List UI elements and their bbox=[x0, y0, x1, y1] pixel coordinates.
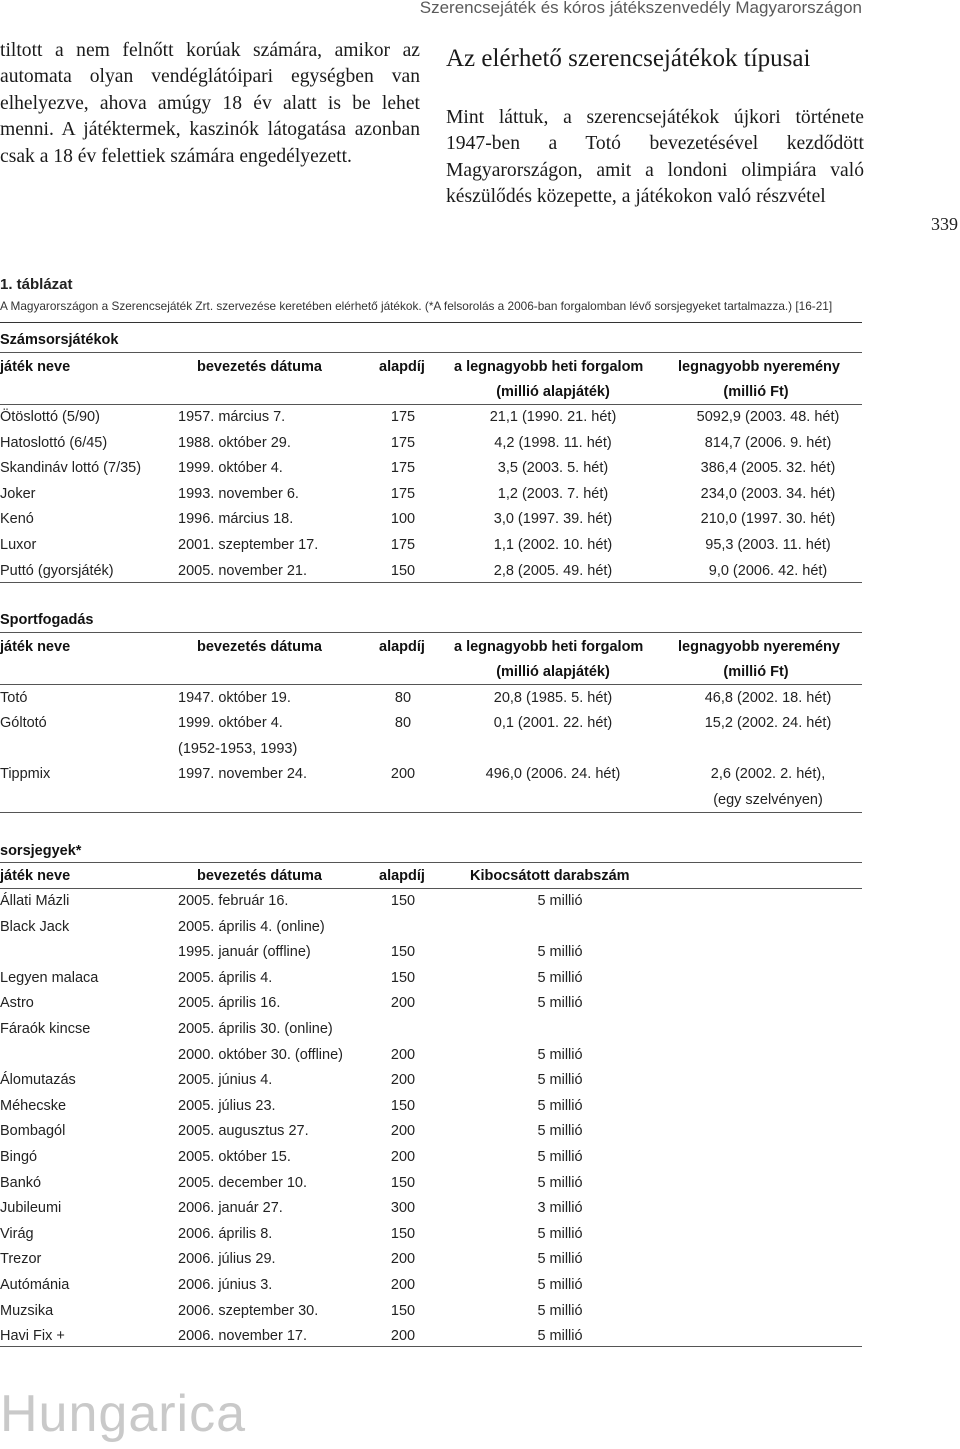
intro-date: 1988. október 29. bbox=[178, 434, 291, 451]
scratch-title-rule bbox=[0, 862, 862, 863]
issued-count: 5 millió bbox=[537, 1149, 583, 1165]
base-fee: 300 bbox=[390, 1200, 416, 1217]
table-row bbox=[0, 1121, 862, 1146]
scratch-section-title: sorsjegyek* bbox=[0, 843, 82, 859]
header-issued: Kibocsátott darabszám bbox=[470, 868, 630, 884]
scratch-header-rule bbox=[0, 888, 862, 889]
header-prize: legnagyobb nyeremény bbox=[678, 359, 840, 375]
game-name: Álomutazás bbox=[0, 1072, 76, 1089]
table-row bbox=[0, 993, 862, 1018]
intro-date: 2006. június 3. bbox=[178, 1277, 273, 1293]
header-prize: legnagyobb nyeremény bbox=[678, 639, 840, 655]
intro-date: 2006. április 8. bbox=[178, 1225, 273, 1242]
intro-date: 1999. október 4. bbox=[178, 715, 283, 731]
max-weekly-turnover: 20,8 (1985. 5. hét) bbox=[493, 690, 613, 706]
max-prize: 2,6 (2002. 2. hét), bbox=[710, 766, 826, 782]
max-weekly-turnover: 1,1 (2002. 10. hét) bbox=[493, 537, 613, 553]
base-fee: 150 bbox=[390, 1097, 416, 1114]
game-name: Puttó (gyorsjáték) bbox=[0, 562, 114, 579]
base-fee: 200 bbox=[390, 1251, 416, 1268]
table-row bbox=[0, 1249, 862, 1274]
max-weekly-turnover: 3,5 (2003. 5. hét) bbox=[497, 460, 609, 477]
max-prize: 814,7 (2006. 9. hét) bbox=[704, 434, 832, 451]
section-title: Az elérhető szerencsejátékok típusai bbox=[446, 45, 811, 72]
right-column bbox=[446, 38, 864, 211]
game-name: Muzsika bbox=[0, 1302, 54, 1319]
header-date: bevezetés dátuma bbox=[197, 868, 322, 884]
table-row bbox=[0, 1224, 862, 1249]
game-name: Black Jack bbox=[0, 918, 70, 935]
header-fee: alapdíj bbox=[379, 359, 425, 375]
game-name: Bingó bbox=[0, 1149, 38, 1165]
issued-count: 5 millió bbox=[537, 1072, 583, 1089]
issued-count: 5 millió bbox=[537, 969, 583, 986]
intro-date: 2005. április 16. bbox=[178, 995, 281, 1012]
issued-count: 5 millió bbox=[537, 1328, 583, 1345]
issued-count: 5 millió bbox=[537, 1046, 583, 1063]
base-fee: 150 bbox=[390, 944, 416, 961]
left-column-text: tiltott a nem felnőtt korúak számára, amikor az automata olyan vendéglátóipari egységben van elhelyezve, ahova amúgy 18 év alatt is be lehet menni. A játéktermek, kaszinók látogatása azonban csak a 18 év felettiek számára engedélyezett. bbox=[0, 40, 420, 167]
max-weekly-turnover: 21,1 (1990. 21. hét) bbox=[489, 409, 617, 425]
intro-date: 1997. november 24. bbox=[178, 766, 307, 782]
max-prize: 9,0 (2006. 42. hét) bbox=[708, 562, 828, 579]
header-name: játék neve bbox=[0, 359, 71, 375]
max-prize: 46,8 (2002. 18. hét) bbox=[704, 690, 832, 706]
header-prize-unit: (millió Ft) bbox=[723, 384, 789, 400]
intro-date: 1995. január (offline) bbox=[178, 944, 311, 961]
max-weekly-turnover: 496,0 (2006. 24. hét) bbox=[485, 766, 621, 782]
intro-date: 1947. október 19. bbox=[178, 690, 291, 706]
scratch-bottom-rule bbox=[0, 1346, 862, 1347]
sport-header-rule bbox=[0, 684, 862, 685]
intro-date: 2005. október 15. bbox=[178, 1149, 291, 1165]
table-row bbox=[0, 688, 862, 713]
game-name: Kenó bbox=[0, 511, 34, 528]
right-column-text: Mint láttuk, a szerencsejátékok újkori története 1947-ben a Totó bevezetésével kezdődött Magyarországon, amit a londoni olimpiára való készülődés közepette, a játékokon való részvétel bbox=[446, 107, 864, 208]
game-name: Virág bbox=[0, 1225, 34, 1242]
game-name: Trezor bbox=[0, 1251, 42, 1268]
base-fee: 150 bbox=[390, 969, 416, 986]
table-row bbox=[0, 1045, 862, 1070]
intro-date: 2005. április 4. (online) bbox=[178, 918, 325, 935]
table-row bbox=[0, 1173, 862, 1198]
issued-count: 5 millió bbox=[537, 944, 583, 961]
intro-date: 1996. március 18. bbox=[178, 511, 294, 528]
max-weekly-turnover: 1,2 (2003. 7. hét) bbox=[497, 485, 609, 502]
max-weekly-turnover: 2,8 (2005. 49. hét) bbox=[493, 562, 613, 579]
game-name: Tippmix bbox=[0, 766, 51, 782]
table-row bbox=[0, 1096, 862, 1121]
base-fee: 200 bbox=[390, 1072, 416, 1089]
base-fee: 175 bbox=[390, 485, 416, 502]
max-weekly-turnover: 3,0 (1997. 39. hét) bbox=[493, 511, 613, 528]
max-prize-note: (egy szelvényen) bbox=[713, 791, 823, 808]
table-row bbox=[0, 1326, 862, 1351]
game-name: Méhecske bbox=[0, 1097, 67, 1114]
table-row bbox=[0, 1275, 862, 1300]
intro-date: 2006. július 29. bbox=[178, 1251, 276, 1268]
table-row bbox=[0, 509, 862, 534]
table-caption: A Magyarországon a Szerencsejáték Zrt. szervezése keretében elérhető játékok. (*A felsorolás a 2006-ban forgalomban lévő sorsjegyeket tartalmazza.) [16-21] bbox=[0, 299, 833, 313]
table-row bbox=[0, 739, 862, 764]
issued-count: 5 millió bbox=[537, 893, 583, 909]
page-number: 339 bbox=[931, 214, 958, 234]
game-name: Skandináv lottó (7/35) bbox=[0, 460, 142, 477]
max-prize: 15,2 (2002. 24. hét) bbox=[704, 715, 832, 731]
base-fee: 150 bbox=[390, 1302, 416, 1319]
table-top-rule bbox=[0, 322, 862, 323]
table-row bbox=[0, 942, 862, 967]
lotto-section-title: Számsorsjátékok bbox=[0, 332, 119, 348]
game-name: Havi Fix + bbox=[0, 1328, 65, 1345]
sport-title-rule bbox=[0, 632, 862, 633]
lotto-header-row bbox=[0, 357, 862, 382]
header-name: játék neve bbox=[0, 868, 71, 884]
max-prize: 210,0 (1997. 30. hét) bbox=[700, 511, 836, 528]
table-row bbox=[0, 764, 862, 789]
table-title: 1. táblázat bbox=[0, 276, 73, 293]
game-name: Legyen malaca bbox=[0, 969, 99, 986]
header-prize-unit: (millió Ft) bbox=[723, 664, 789, 680]
game-name: Jubileumi bbox=[0, 1200, 62, 1217]
base-fee: 175 bbox=[390, 434, 416, 451]
base-fee: 200 bbox=[390, 1149, 416, 1165]
intro-date: 2006. november 17. bbox=[178, 1328, 307, 1345]
intro-date: 1999. október 4. bbox=[178, 460, 283, 477]
max-prize: 5092,9 (2003. 48. hét) bbox=[696, 409, 840, 425]
header-turnover: a legnagyobb heti forgalom bbox=[454, 359, 644, 375]
sport-bottom-rule bbox=[0, 812, 862, 813]
table-row bbox=[0, 790, 862, 815]
base-fee: 150 bbox=[390, 893, 416, 909]
intro-date: 2005. augusztus 27. bbox=[178, 1123, 309, 1140]
header-date: bevezetés dátuma bbox=[197, 639, 322, 655]
intro-date: 2001. szeptember 17. bbox=[178, 537, 319, 553]
intro-date: 2006. január 27. bbox=[178, 1200, 283, 1217]
header-turnover-unit: (millió alapjáték) bbox=[496, 384, 610, 400]
header-turnover: a legnagyobb heti forgalom bbox=[454, 639, 644, 655]
header-fee: alapdíj bbox=[379, 868, 425, 884]
intro-date: 2006. szeptember 30. bbox=[178, 1302, 319, 1319]
base-fee: 80 bbox=[394, 690, 412, 706]
base-fee: 200 bbox=[390, 1328, 416, 1345]
game-name: Ötöslottó (5/90) bbox=[0, 409, 100, 425]
issued-count: 5 millió bbox=[537, 1123, 583, 1140]
hungarica-watermark: Hungarica bbox=[0, 1385, 247, 1443]
intro-date: 2005. július 23. bbox=[178, 1097, 276, 1114]
intro-date: 1993. november 6. bbox=[178, 485, 299, 502]
base-fee: 175 bbox=[390, 537, 416, 553]
base-fee: 200 bbox=[390, 1123, 416, 1140]
header-date: bevezetés dátuma bbox=[197, 359, 322, 375]
intro-date: 2005. április 30. (online) bbox=[178, 1021, 333, 1037]
issued-count: 5 millió bbox=[537, 1251, 583, 1268]
intro-date: 1957. március 7. bbox=[178, 409, 286, 425]
table-row bbox=[0, 484, 862, 509]
intro-date: 2005. november 21. bbox=[178, 562, 307, 579]
max-prize: 386,4 (2005. 32. hét) bbox=[700, 460, 836, 477]
base-fee: 150 bbox=[390, 562, 416, 579]
game-name: Góltotó bbox=[0, 715, 47, 731]
base-fee: 200 bbox=[390, 995, 416, 1012]
intro-date: 2000. október 30. (offline) bbox=[178, 1046, 343, 1063]
game-name: Joker bbox=[0, 485, 36, 502]
table-row bbox=[0, 968, 862, 993]
table-row bbox=[0, 407, 862, 432]
game-name: Astro bbox=[0, 995, 34, 1012]
base-fee: 200 bbox=[390, 766, 416, 782]
issued-count: 3 millió bbox=[537, 1200, 583, 1217]
max-weekly-turnover: 4,2 (1998. 11. hét) bbox=[494, 434, 612, 451]
max-weekly-turnover: 0,1 (2001. 22. hét) bbox=[493, 715, 613, 731]
max-prize: 95,3 (2003. 11. hét) bbox=[705, 537, 831, 553]
table-row bbox=[0, 1019, 862, 1044]
game-name: Luxor bbox=[0, 537, 37, 553]
game-name: Állati Mázli bbox=[0, 893, 70, 909]
table-row bbox=[0, 1301, 862, 1326]
intro-date-note: (1952-1953, 1993) bbox=[178, 740, 298, 757]
base-fee: 80 bbox=[394, 715, 412, 731]
sport-section-title: Sportfogadás bbox=[0, 612, 94, 628]
table-row bbox=[0, 713, 862, 738]
table-row bbox=[0, 1198, 862, 1223]
lotto-header-rule bbox=[0, 404, 862, 405]
lotto-bottom-rule bbox=[0, 582, 862, 583]
header-turnover-unit: (millió alapjáték) bbox=[496, 664, 610, 680]
running-head: Szerencsejáték és kóros játékszenvedély Magyarországon bbox=[419, 0, 862, 17]
intro-date: 2005. április 4. bbox=[178, 969, 273, 986]
base-fee: 150 bbox=[390, 1225, 416, 1242]
sport-header-row bbox=[0, 637, 862, 662]
issued-count: 5 millió bbox=[537, 1277, 583, 1293]
table-row bbox=[0, 433, 862, 458]
table-row bbox=[0, 917, 862, 942]
max-prize: 234,0 (2003. 34. hét) bbox=[700, 485, 836, 502]
issued-count: 5 millió bbox=[537, 1097, 583, 1114]
intro-date: 2005. december 10. bbox=[178, 1174, 307, 1191]
issued-count: 5 millió bbox=[537, 995, 583, 1012]
header-name: játék neve bbox=[0, 639, 71, 655]
game-name: Hatoslottó (6/45) bbox=[0, 434, 108, 451]
lotto-title-rule bbox=[0, 352, 862, 353]
game-name: Bankó bbox=[0, 1174, 42, 1191]
base-fee: 200 bbox=[390, 1046, 416, 1063]
base-fee: 175 bbox=[390, 409, 416, 425]
base-fee: 100 bbox=[390, 511, 416, 528]
table-row bbox=[0, 458, 862, 483]
header-fee: alapdíj bbox=[379, 639, 425, 655]
table-row bbox=[0, 1070, 862, 1095]
intro-date: 2005. június 4. bbox=[178, 1072, 273, 1089]
table-row bbox=[0, 891, 862, 916]
game-name: Bombagól bbox=[0, 1123, 66, 1140]
intro-date: 2005. február 16. bbox=[178, 893, 289, 909]
game-name: Autómánia bbox=[0, 1277, 70, 1293]
issued-count: 5 millió bbox=[537, 1225, 583, 1242]
game-name: Totó bbox=[0, 690, 28, 706]
issued-count: 5 millió bbox=[537, 1174, 583, 1191]
base-fee: 200 bbox=[390, 1277, 416, 1293]
base-fee: 150 bbox=[390, 1174, 416, 1191]
game-name: Fáraók kincse bbox=[0, 1021, 91, 1037]
table-row bbox=[0, 535, 862, 560]
base-fee: 175 bbox=[390, 460, 416, 477]
table-row bbox=[0, 1147, 862, 1172]
issued-count: 5 millió bbox=[537, 1302, 583, 1319]
